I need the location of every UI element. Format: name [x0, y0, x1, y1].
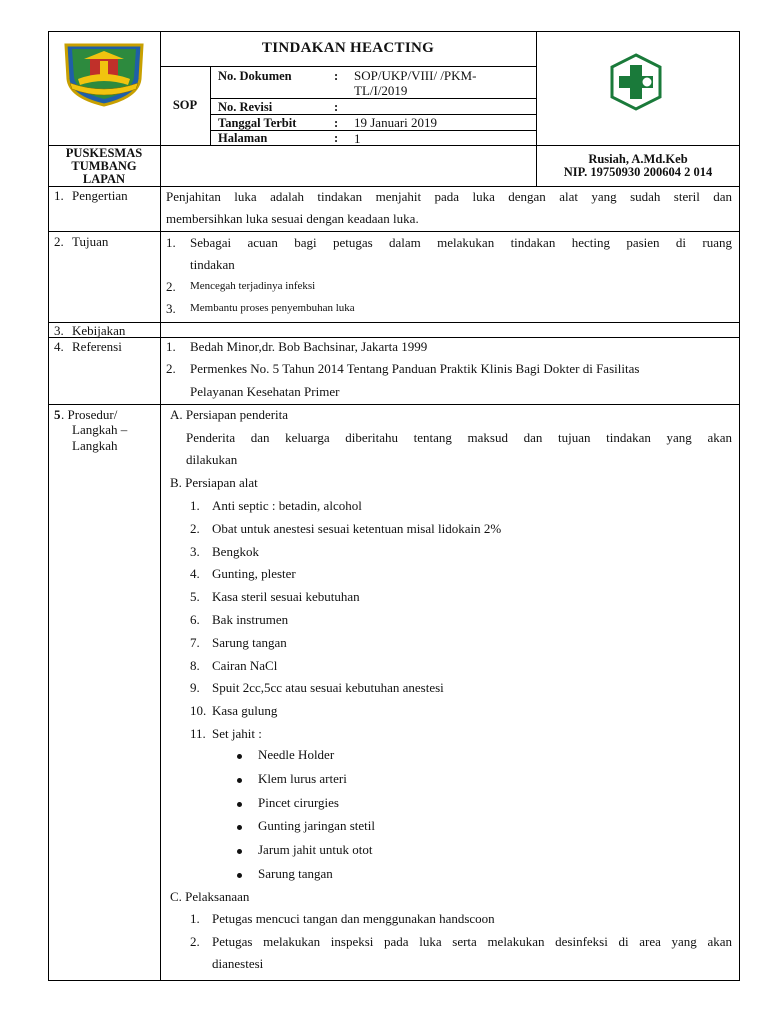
set-jahit-item: Jarum jahit untuk otot [258, 842, 373, 857]
bullet-icon [237, 778, 242, 783]
section-pengertian-label: Pengertian [72, 188, 128, 203]
doc-number-value: SOP/UKP/VIII/ /PKM- [354, 68, 477, 83]
referensi-item-2-text: Permenkes No. 5 Tahun 2014 Tentang Panduan Praktik Klinis Bagi Dokter di Fasilitas [190, 361, 640, 376]
alat-item-text: Obat untuk anestesi sesuai ketentuan misal lidokain 2% [212, 521, 502, 536]
set-jahit-item: Gunting jaringan stetil [258, 818, 375, 833]
tujuan-item-3-text: Membantu proses penyembuhan luka [190, 302, 355, 314]
section-referensi-num: 4. [54, 339, 64, 354]
org-name-line3: LAPAN [82, 172, 126, 186]
divider [210, 66, 211, 145]
regency-emblem-logo [60, 39, 148, 107]
pelaksanaan-item-1-num: 1. [190, 911, 200, 926]
alat-item-text: Bengkok [212, 544, 259, 559]
alat-item-num: 10. [190, 703, 207, 718]
referensi-item-2-text-cont: Pelayanan Kesehatan Primer [190, 384, 340, 399]
alat-item-num: 6. [190, 612, 200, 627]
pelaksanaan-item-2-text: Petugas melakukan inspeksi pada luka serta melakukan desinfeksi di area yang akan [212, 934, 732, 949]
doc-number-value-cont: TL/I/2019 [354, 83, 408, 98]
tujuan-item-3-num: 3. [166, 301, 176, 316]
bullet-icon [237, 873, 242, 878]
set-jahit-item: Klem lurus arteri [258, 771, 347, 786]
prosedur-b-heading: B. Persiapan alat [170, 475, 258, 490]
set-jahit-item: Sarung tangan [258, 866, 333, 881]
alat-item-text: Set jahit : [212, 726, 262, 741]
section-prosedur-label-line3: Langkah [72, 438, 118, 453]
alat-item-text: Gunting, plester [212, 566, 296, 581]
page-colon: : [334, 131, 339, 145]
sop-title: TINDAKAN HEACTING [261, 40, 435, 56]
issue-date-value: 19 Januari 2019 [354, 115, 438, 130]
revision-colon: : [334, 100, 339, 114]
section-tujuan-label: Tujuan [72, 234, 109, 249]
org-name-line2: TUMBANG [71, 159, 137, 173]
alat-item-text: Anti septic : betadin, alcohol [212, 498, 362, 513]
referensi-item-1-text: Bedah Minor,dr. Bob Bachsinar, Jakarta 1999 [190, 339, 428, 354]
prosedur-c-heading: C. Pelaksanaan [170, 889, 250, 904]
divider [48, 404, 740, 405]
sop-label: SOP [172, 98, 198, 112]
alat-item-text: Kasa steril sesuai kebutuhan [212, 589, 360, 604]
alat-item-num: 3. [190, 544, 200, 559]
pelaksanaan-item-1-text: Petugas mencuci tangan dan menggunakan handscoon [212, 911, 495, 926]
tujuan-item-1-num: 1. [166, 235, 176, 250]
bullet-icon [237, 754, 242, 759]
alat-item-num: 5. [190, 589, 200, 604]
page-value: 1 [354, 131, 361, 146]
org-name-line1: PUSKESMAS [65, 146, 143, 160]
prosedur-a-heading: A. Persiapan penderita [170, 407, 289, 422]
alat-item-text: Kasa gulung [212, 703, 278, 718]
alat-item-text: Sarung tangan [212, 635, 287, 650]
section-kebijakan-label: Kebijakan [72, 323, 126, 338]
tujuan-item-2-num: 2. [166, 279, 176, 294]
issue-date-colon: : [334, 116, 339, 130]
tujuan-item-2-text: Mencegah terjadinya infeksi [190, 280, 316, 292]
doc-number-colon: : [334, 69, 339, 83]
sop-document [48, 31, 740, 981]
doc-number-label: No. Dokumen [218, 69, 292, 83]
issue-date-label: Tanggal Terbit [218, 116, 297, 130]
page-label: Halaman [218, 131, 268, 145]
divider [160, 66, 536, 67]
alat-item-text: Spuit 2cc,5cc atau sesuai kebutuhan anestesi [212, 680, 444, 695]
prosedur-a-text-line2: dilakukan [186, 452, 238, 467]
section-prosedur-label-line2: Langkah – [72, 422, 128, 437]
section-tujuan-num: 2. [54, 234, 64, 249]
pelaksanaan-item-2-text-cont: dianestesi [212, 956, 264, 971]
divider [160, 31, 161, 981]
section-prosedur-label-line1: . Prosedur/ [61, 407, 118, 422]
alat-item-num: 9. [190, 680, 200, 695]
divider [48, 322, 740, 323]
referensi-item-2-num: 2. [166, 361, 176, 376]
set-jahit-item: Needle Holder [258, 747, 335, 762]
bullet-icon [237, 849, 242, 854]
bullet-icon [237, 825, 242, 830]
alat-item-text: Cairan NaCl [212, 658, 278, 673]
pengertian-text-line1: Penjahitan luka adalah tindakan menjahit pada luka dengan alat yang sudah steril dan [166, 189, 732, 204]
set-jahit-item: Pincet cirurgies [258, 795, 339, 810]
referensi-item-1-num: 1. [166, 339, 176, 354]
divider [48, 337, 740, 338]
tujuan-item-1-text-cont: tindakan [190, 257, 235, 272]
section-referensi-label: Referensi [72, 339, 122, 354]
alat-item-num: 8. [190, 658, 200, 673]
pelaksanaan-item-2-num: 2. [190, 934, 200, 949]
divider [48, 231, 740, 232]
alat-item-num: 2. [190, 521, 200, 536]
puskesmas-cross-logo [608, 53, 664, 111]
alat-item-num: 4. [190, 566, 200, 581]
alat-item-num: 11. [190, 726, 206, 741]
prosedur-a-text-line1: Penderita dan keluarga diberitahu tentang maksud dan tujuan tindakan yang akan [186, 430, 732, 445]
signer-name: Rusiah, A.Md.Keb [588, 152, 688, 166]
section-kebijakan-num: 3. [54, 323, 64, 338]
revision-label: No. Revisi [218, 100, 273, 114]
section-prosedur-num: 5 [54, 407, 61, 422]
pengertian-text-line2: membersihkan luka sesuai dengan keadaan luka. [166, 211, 419, 226]
tujuan-item-1-text: Sebagai acuan bagi petugas dalam melakukan tindakan hecting pasien di ruang [190, 235, 732, 250]
section-pengertian-num: 1. [54, 188, 64, 203]
alat-item-text: Bak instrumen [212, 612, 289, 627]
alat-item-num: 1. [190, 498, 200, 513]
signer-nip: NIP. 19750930 200604 2 014 [563, 165, 713, 179]
bullet-icon [237, 802, 242, 807]
alat-item-num: 7. [190, 635, 200, 650]
